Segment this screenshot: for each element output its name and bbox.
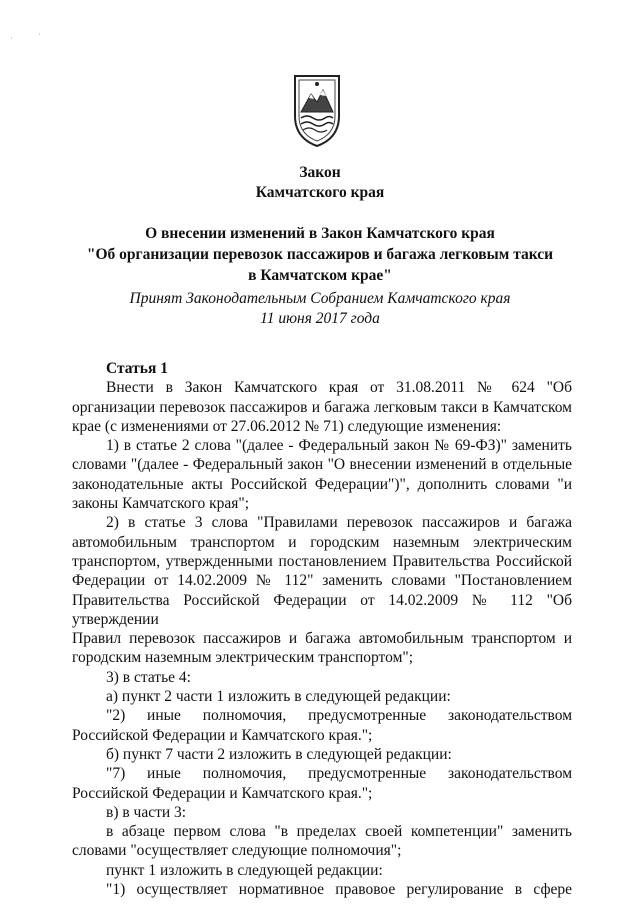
scan-speck: · <box>38 30 41 39</box>
text-line: городским наземным электрическим транспортом"; <box>72 649 414 667</box>
text-line: Российской Федерации и Камчатского края."; <box>72 784 373 802</box>
text-line: Правил перевозок пассажиров и багажа автомобильным транспортом и <box>72 630 572 648</box>
subtitle-line: О внесении изменений в Закон Камчатского края <box>145 225 495 242</box>
text-line: транспортом, утвержденными постановлением Правительства Российской <box>72 552 572 570</box>
text-line: Российской Федерации и Камчатского края."; <box>72 726 373 744</box>
text-line: автомобильным транспортом и городским наземным электрическим <box>72 533 572 551</box>
adoption-line: Принят Законодательным Собранием Камчатского края <box>129 290 511 307</box>
text-line: законы Камчатского края"; <box>72 495 250 513</box>
text-line: "2) иные полномочия, предусмотренные законодательством <box>106 707 572 725</box>
scan-speck: · <box>10 34 13 43</box>
text-line: 1) в статье 2 слова "(далее - Федеральный закон № 69-ФЗ)" заменить <box>106 437 572 455</box>
article-text <box>72 378 572 899</box>
text-line: крае (с изменениями от 27.06.2012 № 71) следующие изменения: <box>72 417 502 435</box>
text-line: словами "осуществляет следующие полномочия"; <box>72 842 402 860</box>
document-title <box>0 163 640 203</box>
document-subtitle <box>0 223 640 286</box>
coat-of-arms-emblem <box>287 72 347 150</box>
text-line: "7) иные полномочия, предусмотренные законодательством <box>106 765 572 783</box>
adoption-note <box>0 289 640 329</box>
text-line: в абзаце первом слова "в пределах своей компетенции" заменить <box>106 823 572 841</box>
text-line: организации перевозок пассажиров и багажа легковым такси в Камчатском <box>72 398 572 416</box>
text-line: пункт 1 изложить в следующей редакции: <box>106 861 383 879</box>
text-line: Правительства Российской Федерации от 14.02.2009 № 112 "Об утверждении <box>72 591 572 628</box>
text-line: в) в части 3: <box>106 803 187 821</box>
text-line: словами "(далее - Федеральный закон "О внесении изменений в отдельные <box>72 456 572 474</box>
title-line: Закон <box>299 164 341 181</box>
text-line: 3) в статье 4: <box>106 668 191 686</box>
text-line: Федерации от 14.02.2009 № 112" заменить словами "Постановлением <box>72 572 572 590</box>
text-line: законодательные акты Российской Федерации")", дополнить словами "и <box>72 475 572 493</box>
document-body <box>72 359 572 899</box>
text-line: Внести в Закон Камчатского края от 31.08.2011 № 624 "Об <box>106 379 572 397</box>
text-line: "1) осуществляет нормативное правовое регулирование в сфере <box>106 881 572 899</box>
subtitle-line: "Об организации перевозок пассажиров и багажа легковым такси <box>86 246 554 263</box>
subtitle-line: в Камчатском крае" <box>248 267 392 284</box>
title-line: Камчатского края <box>255 184 385 201</box>
article-heading: Статья 1 <box>106 360 168 377</box>
text-line: 2) в статье 3 слова "Правилами перевозок пассажиров и багажа <box>106 514 572 532</box>
text-line: а) пункт 2 части 1 изложить в следующей редакции: <box>106 688 451 706</box>
adoption-line: 11 июня 2017 года <box>260 310 380 327</box>
text-line: б) пункт 7 части 2 изложить в следующей редакции: <box>106 745 452 763</box>
